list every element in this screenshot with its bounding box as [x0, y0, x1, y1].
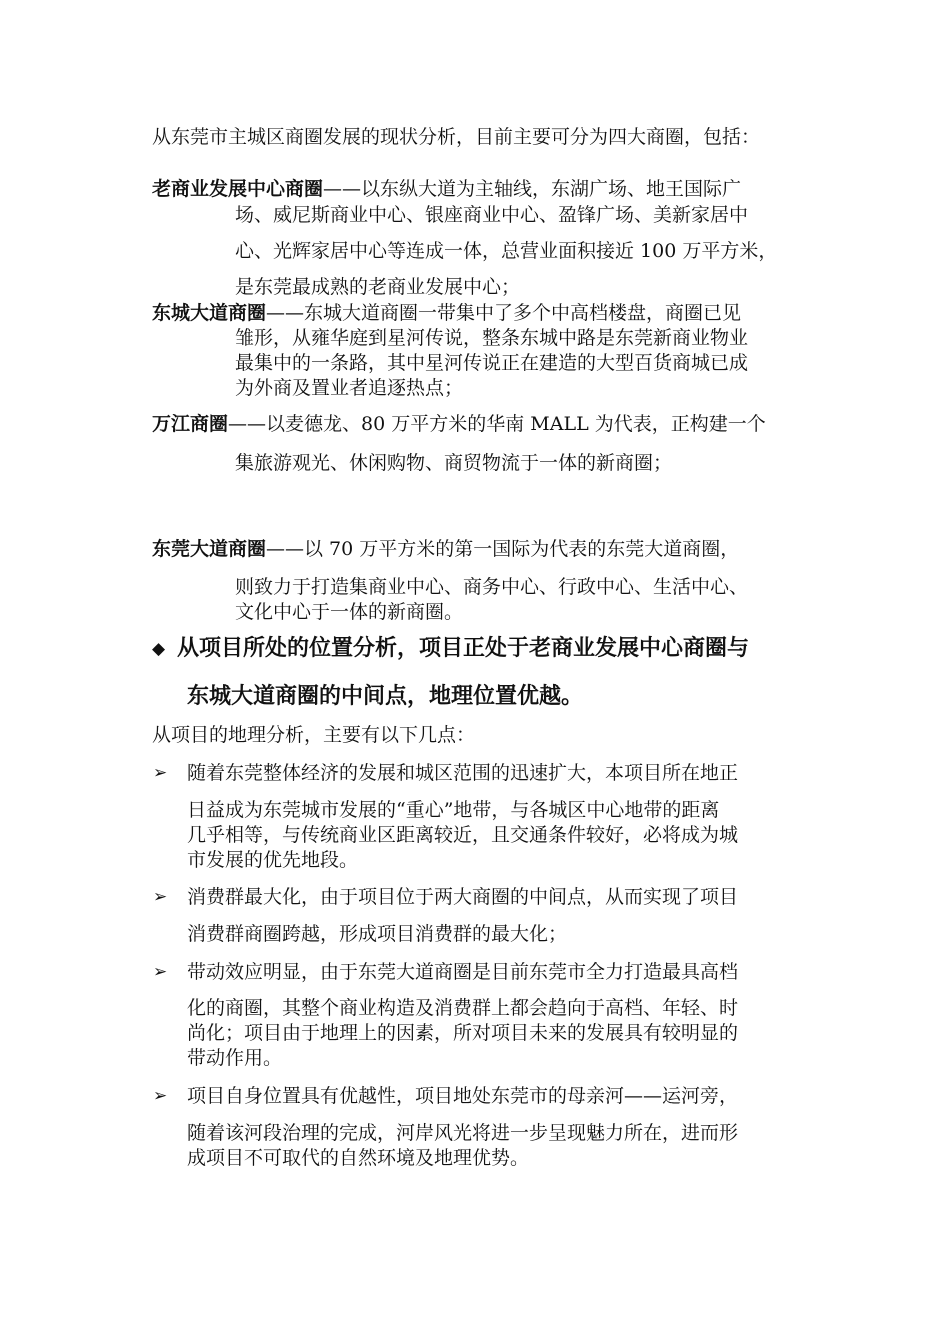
circle-line — [152, 412, 766, 436]
circle-line: 文化中心于一体的新商圈。 — [235, 601, 464, 623]
circle-line: 心、光辉家居中心等连成一体，总营业面积接近 100 万平方米， — [235, 240, 778, 262]
list-item-line: 消费群商圈跨越，形成项目消费群的最大化； — [187, 923, 568, 945]
arrow-bullet-icon: ➢ — [153, 1086, 168, 1106]
list-item-line: 化的商圈，其整个商业构造及消费群上都会趋向于高档、年轻、时 — [187, 997, 739, 1019]
circle-text: ——以 70 万平方米的第一国际为代表的东莞大道商圈， — [266, 538, 740, 560]
circle-name: 东城大道商圈 — [152, 302, 267, 324]
heading-line: 东城大道商圈的中间点，地理位置优越。 — [187, 684, 584, 709]
circle-text: ——以麦德龙、80 万平方米的华南 MALL 为代表，正构建一个 — [228, 413, 766, 435]
arrow-bullet-icon: ➢ — [153, 763, 168, 783]
circle-line — [152, 177, 741, 201]
circle-line: 是东莞最成熟的老商业发展中心； — [235, 276, 521, 298]
list-item-line: 日益成为东莞城市发展的“重心”地带，与各城区中心地带的距离 — [187, 799, 720, 821]
circle-name: 万江商圈 — [152, 413, 229, 435]
circle-name: 老商业发展中心商圈 — [152, 178, 324, 200]
arrow-bullet-icon: ➢ — [153, 887, 168, 907]
circle-line: 则致力于打造集商业中心、商务中心、行政中心、生活中心、 — [235, 576, 749, 598]
list-item-line: 带动作用。 — [187, 1047, 283, 1069]
analysis-intro: 从项目的地理分析，主要有以下几点： — [152, 724, 476, 746]
circle-line: 集旅游观光、休闲购物、商贸物流于一体的新商圈； — [235, 452, 673, 474]
list-item-line: 随着东莞整体经济的发展和城区范围的迅速扩大，本项目所在地正 — [187, 762, 739, 784]
circle-line: 为外商及置业者追逐热点； — [235, 377, 464, 399]
list-item-line: 几乎相等，与传统商业区距离较近，且交通条件较好，必将成为城 — [187, 824, 739, 846]
arrow-bullet-icon: ➢ — [153, 962, 168, 982]
circle-text: ——东城大道商圈一带集中了多个中高档楼盘，商圈已见 — [266, 302, 742, 324]
circle-name: 东莞大道商圈 — [152, 538, 267, 560]
circle-text: ——以东纵大道为主轴线，东湖广场、地王国际广 — [323, 178, 742, 200]
list-item-line: 成项目不可取代的自然环境及地理优势。 — [187, 1147, 530, 1169]
list-item-line: 消费群最大化，由于项目位于两大商圈的中间点，从而实现了项目 — [187, 886, 739, 908]
circle-line — [152, 537, 739, 561]
circle-line: 场、威尼斯商业中心、银座商业中心、盈锋广场、美新家居中 — [235, 204, 749, 226]
heading-line: 从项目所处的位置分析，项目正处于老商业发展中心商圈与 — [177, 636, 750, 661]
circle-line: 雏形，从雍华庭到星河传说，整条东城中路是东莞新商业物业 — [235, 327, 749, 349]
intro-paragraph: 从东莞市主城区商圈发展的现状分析，目前主要可分为四大商圈，包括： — [152, 126, 761, 148]
list-item-line: 项目自身位置具有优越性，项目地处东莞市的母亲河——运河旁， — [187, 1085, 739, 1107]
list-item-line: 随着该河段治理的完成，河岸风光将进一步呈现魅力所在，进而形 — [187, 1122, 739, 1144]
list-item-line: 带动效应明显，由于东莞大道商圈是目前东莞市全力打造最具高档 — [187, 961, 739, 983]
circle-line — [152, 301, 741, 325]
list-item-line: 尚化；项目由于地理上的因素，所对项目未来的发展具有较明显的 — [187, 1022, 739, 1044]
list-item-line: 市发展的优先地段。 — [187, 849, 359, 871]
diamond-bullet-icon: ◆ — [152, 639, 166, 659]
circle-line: 最集中的一条路，其中星河传说正在建造的大型百货商城已成 — [235, 352, 749, 374]
